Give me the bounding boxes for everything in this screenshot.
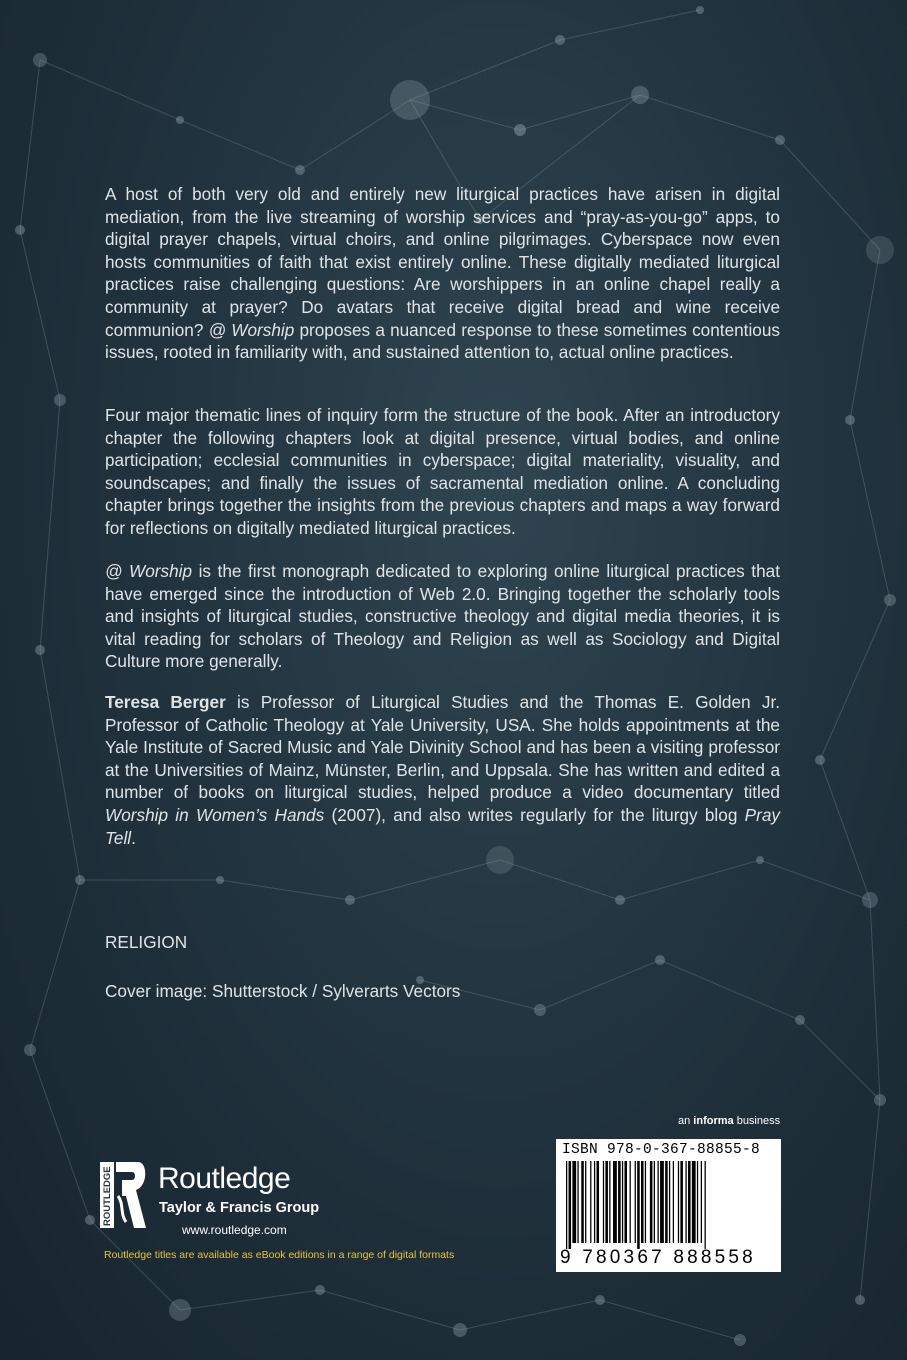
bio-text: is Professor of Liturgical Studies and the Thomas E. Golden Jr. Professor of Catholic Theology at Yale University, USA. She holds appointments at the Yale Institute of Sacred Music and Yale Divinity School and has been a visiting professor at the Universities of Mainz, Münster, Berlin, and Uppsala. She has written and edited a number of books on liturgical studies, helped produce a video documentary titled — [105, 692, 780, 803]
barcode-bar — [609, 1161, 610, 1243]
barcode-bar — [637, 1161, 640, 1249]
isbn-barcode — [556, 1139, 781, 1272]
routledge-logo-icon — [100, 1160, 148, 1230]
publisher-url: www.routledge.com — [182, 1223, 287, 1237]
book-title-italic: @ Worship — [105, 561, 193, 581]
barcode-bar — [680, 1161, 683, 1243]
barcode-bar — [673, 1161, 674, 1243]
barcode-bar — [641, 1161, 644, 1243]
barcode-bar — [669, 1161, 670, 1243]
barcode-bar — [618, 1161, 621, 1243]
blog-title-italic: Pray Tell — [105, 804, 780, 848]
informa-brand: informa — [693, 1115, 734, 1127]
barcode-bar — [660, 1161, 664, 1243]
author-bio — [105, 691, 780, 849]
barcode-bar — [613, 1161, 617, 1243]
barcode-bar — [701, 1161, 702, 1243]
bio-text: . — [131, 827, 136, 848]
subject-category: RELIGION — [105, 932, 188, 952]
barcode-bar — [705, 1161, 706, 1249]
barcode-bar — [572, 1161, 576, 1243]
bio-text: (2007), and also writes regularly for the liturgy blog — [324, 804, 745, 825]
informa-prefix: an — [678, 1115, 694, 1127]
blurb-paragraph-2: Four major thematic lines of inquiry form the structure of the book. After an introductory chapter the following chapters look at digital presence, virtual bodies, and online participation; ecclesial communities in cyberspace; digital materiality, visuality, and soundscapes; and finally the issues of sacramental mediation online. A concluding chapter brings together the insights from the previous chapters and maps a way forward for reflections on digitally mediated liturgical practices. — [105, 405, 780, 538]
barcode-bars — [564, 1161, 774, 1249]
blurb-text: is the first monograph dedicated to exploring online liturgical practices that have emerged since the introduction of Web 2.0. Bringing together the scholarly tools and insights of liturgical studies, constructive theology and digital media theories, it is vital reading for scholars of Theology and Religion as well as Sociology and Digital Culture more generally. — [105, 561, 780, 672]
barcode-bar — [622, 1161, 623, 1243]
barcode-bar — [566, 1161, 567, 1249]
barcode-bar — [630, 1161, 631, 1243]
barcode-bar — [658, 1161, 659, 1243]
blurb-paragraph-3 — [105, 560, 780, 673]
barcode-bar — [594, 1161, 595, 1243]
barcode-bar — [678, 1161, 679, 1243]
blurb-paragraph-1 — [105, 183, 780, 364]
publisher-name: Routledge — [158, 1162, 291, 1195]
film-title-italic: Worship in Women’s Hands — [105, 804, 325, 825]
barcode-digits: 9 780367 888558 — [560, 1247, 756, 1268]
barcode-bar — [624, 1161, 627, 1243]
barcode-bar — [685, 1161, 686, 1243]
informa-tagline — [678, 1115, 780, 1127]
barcode-bar — [577, 1161, 578, 1243]
ebook-note: Routledge titles are available as eBook editions in a range of digital formats — [104, 1249, 455, 1261]
publisher-group: Taylor & Francis Group — [159, 1200, 320, 1216]
cover-credit: Cover image: Shutterstock / Sylverarts Vectors — [105, 981, 461, 1001]
isbn-label: ISBN 978-0-367-88855-8 — [562, 1142, 761, 1158]
barcode-bar — [585, 1161, 586, 1243]
barcode-bar — [605, 1161, 608, 1243]
logo-vertical-text: ROUTLEDGE — [102, 1166, 113, 1226]
informa-suffix: business — [733, 1115, 781, 1127]
barcode-bar — [665, 1161, 668, 1243]
barcode-bar — [697, 1161, 698, 1243]
author-name: Teresa Berger — [105, 692, 226, 712]
blurb-text: proposes a nuanced response to these sometimes contentious issues, rooted in familiarity with, and sustained attention to, actual online practices. — [105, 319, 780, 363]
blurb-text: A host of both very old and entirely new liturgical practices have arisen in digital mediation, from the live streaming of worship services and “pray-as-you-go” apps, to digital prayer chapels, virtual choirs, and online pilgrimages. Cyberspace now even hosts communities of faith that exist entirely online. These digitally mediated liturgical practices raise challenging questions: Are worshippers in an online chapel really a community at prayer? Do avatars that receive digital bread and wine receive communion? — [105, 184, 780, 340]
book-title-italic: @ Worship — [208, 319, 295, 340]
barcode-bar — [590, 1161, 591, 1243]
barcode-bar — [650, 1161, 653, 1243]
barcode-bar — [688, 1161, 691, 1243]
barcode-bar — [597, 1161, 600, 1243]
barcode-bar — [645, 1161, 646, 1243]
barcode-bar — [654, 1161, 655, 1243]
barcode-bar — [635, 1161, 636, 1243]
barcode-bar — [692, 1161, 696, 1243]
barcode-bar — [569, 1161, 572, 1249]
barcode-bar — [581, 1161, 584, 1243]
barcode-bar — [603, 1161, 604, 1243]
